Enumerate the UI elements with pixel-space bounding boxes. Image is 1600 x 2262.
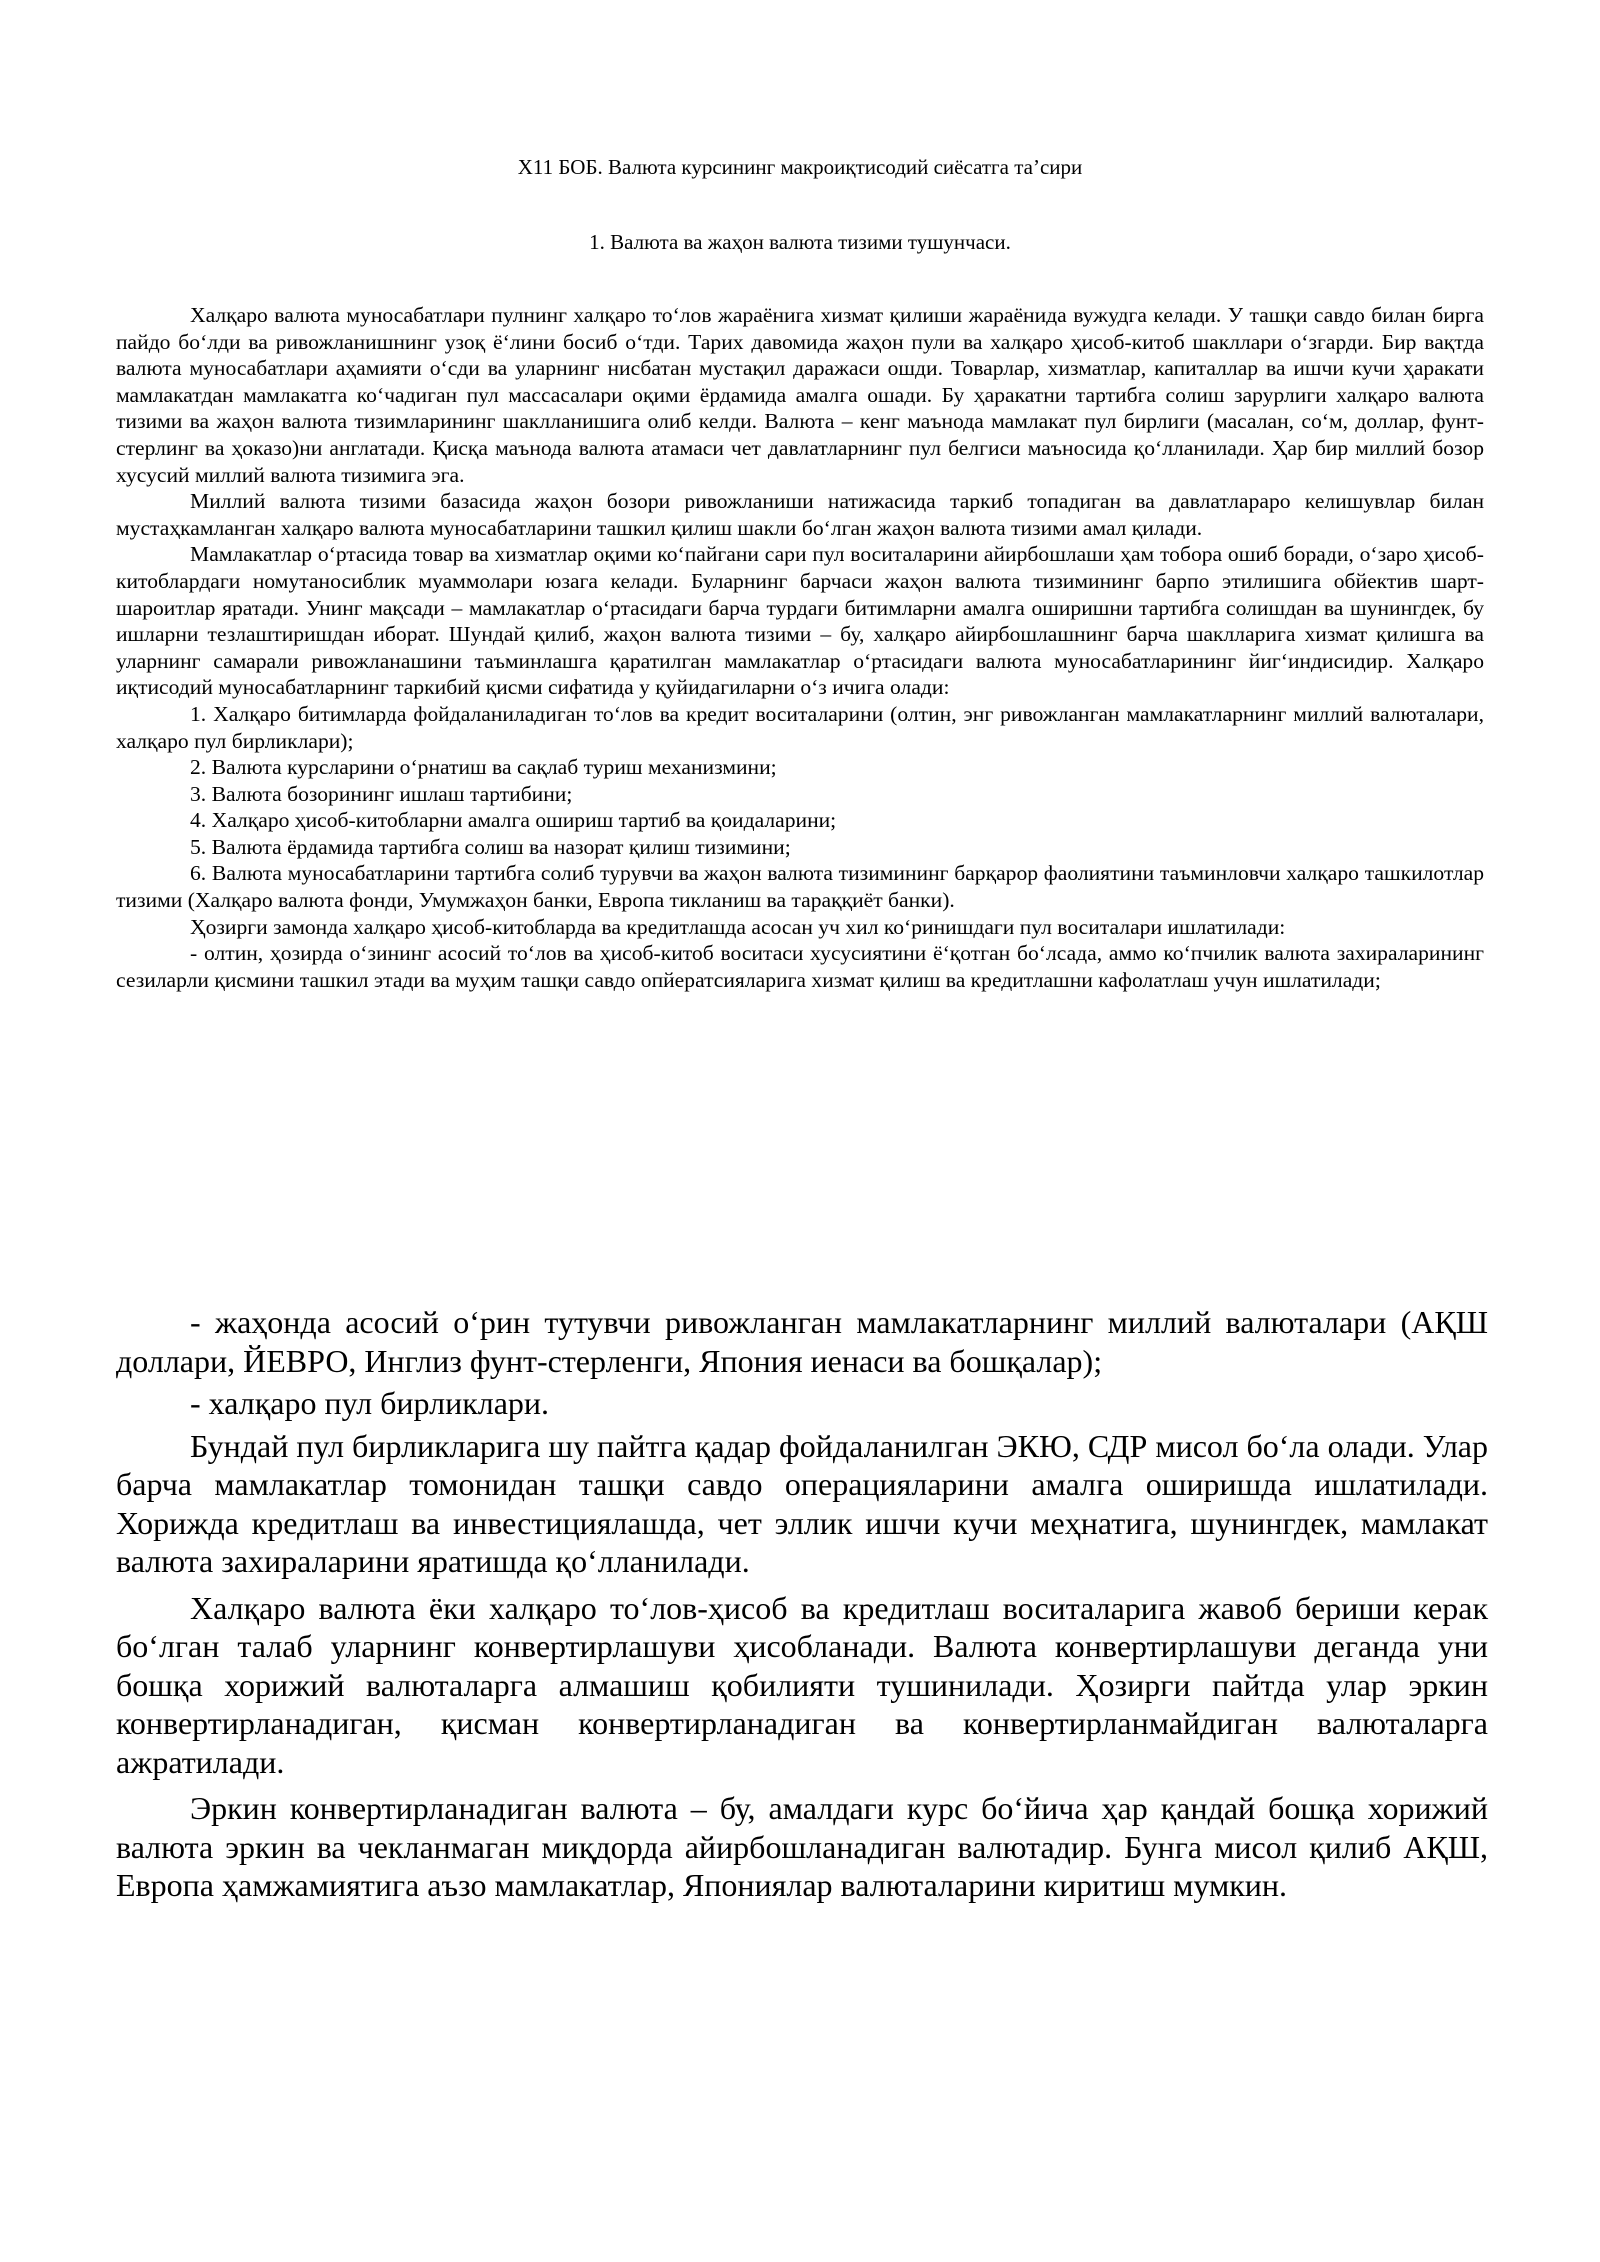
body-text-large	[116, 1303, 1488, 1913]
paragraph: Миллий валюта тизими базасида жаҳон бозори ривожланиши натижасида таркиб топадиган ва давлатлараро келишувлар билан мустаҳкамланган халқаро валюта муносабатларини ташкил қилиш шакли боʻлган жаҳон валюта тизими амал қилади.	[116, 489, 1484, 540]
list-item: 5. Валюта ёрдамида тартибга солиш ва назорат қилиш тизимини;	[190, 834, 791, 859]
paragraph: Эркин конвертирланадиган валюта – бу, амалдаги курс боʻйича ҳар қандай бошқа хорижий валюта эркин ва чекланмаган миқдорда айирбошланадиган валютадир. Бунга мисол қилиб АҚШ, Европа ҳамжамиятига аъзо мамлакатлар, Япониялар валюталарини киритиш мумкин.	[116, 1790, 1488, 1903]
list-item: 6. Валюта муносабатларини тартибга солиб турувчи ва жаҳон валюта тизимининг барқарор фаолиятини таъминловчи халқаро ташкилотлар тизими (Халқаро валюта фонди, Умумжаҳон банки, Европа тикланиш ва тараққиёт банки).	[116, 861, 1484, 913]
paragraph: Бундай пул бирликларига шу пайтга қадар фойдаланилган ЭКЮ, СДР мисол боʻла олади. Улар барча мамлакатлар томонидан ташқи савдо операцияларини амалга оширишда ишлатилади. Хорижда кредитлаш ва инвестициялашда, чет эллик ишчи кучи меҳнатига, шунингдек, мамлакат валюта захираларини яратишда қоʻлланилади.	[116, 1427, 1488, 1579]
paragraph: Мамлакатлар оʻртасида товар ва хизматлар оқими коʻпайгани сари пул воситаларини айирбошлаши ҳам тобора ошиб боради, оʻзаро ҳисоб-китоблардаги номутаносиблик муаммолари юзага келади. Буларнинг барчаси жаҳон валюта тизимининг барпо этилишига обйектив шарт-шароитлар яратади. Унинг мақсади – мамлакатлар оʻртасидаги барча турдаги битимларни амалга оширишни тартибга солишдан ва шунингдек, бу ишларни тезлаштиришдан иборат. Шундай қилиб, жаҳон валюта тизими – бу, халқаро айирбошлашнинг барча шаклларига хизмат қилишга ва уларнинг самарали ривожланашини таъминлашга қаратилган мамлакатлар оʻртасидаги валюта муносабатларининг йигʻиндисидир. Халқаро иқтисодий муносабатларнинг таркибий қисми сифатида у қуйидагиларни оʻз ичига олади:	[116, 542, 1484, 700]
paragraph: Халқаро валюта муносабатлари пулнинг халқаро тоʻлов жараёнига хизмат қилиши жараёнида вужудга келади. У ташқи савдо билан бирга пайдо боʻлди ва ривожланишнинг узоқ ёʻлини босиб оʻтди. Тарих давомида жаҳон пули ва халқаро ҳисоб-китоб шакллари оʻзгарди. Бир вақтда валюта муносабатлари аҳамияти оʻсди ва уларнинг нисбатан мустақил даражаси ошди. Товарлар, хизматлар, капиталлар ва ишчи кучи ҳаракати мамлакатдан мамлакатга коʻчадиган пул массасалари оқими ёрдамида амалга ошади. Бу ҳаракатни тартибга солиш зарурлиги халқаро валюта тизими ва жаҳон валюта тизимларининг шаклланишига олиб келди. Валюта – кенг маънода мамлакат пул бирлиги (масалан, соʻм, доллар, фунт-стерлинг ва ҳоказо)ни англатади. Қисқа маънода валюта атамаси чет давлатларнинг пул белгиси маъносида қоʻлланилади. Ҳар бир миллий бозор хусусий миллий валюта тизимига эга.	[116, 303, 1484, 487]
list-item: 2. Валюта курсларини оʻрнатиш ва сақлаб туриш механизмини;	[190, 755, 777, 780]
section-title: 1. Валюта ва жаҳон валюта тизими тушунчаси.	[589, 230, 1011, 254]
list-item: - халқаро пул бирликлари.	[190, 1385, 550, 1421]
list-item: 1. Халқаро битимларда фойдаланиладиган тоʻлов ва кредит воситаларини (олтин, энг ривожланган мамлакатларнинг миллий валюталари, халқаро пул бирликлари);	[116, 701, 1484, 753]
list-item: - жаҳонда асосий оʻрин тутувчи ривожланган мамлакатларнинг миллий валюталари (АҚШ доллари, ЙЕВРО, Инглиз фунт-стерленги, Япония иенаси ва бошқалар);	[116, 1304, 1488, 1379]
body-text-small	[116, 302, 1484, 993]
list-item: 3. Валюта бозорининг ишлаш тартибини;	[190, 781, 573, 806]
list-item: - олтин, ҳозирда оʻзининг асосий тоʻлов ва ҳисоб-китоб воситаси хусусиятини ёʻқотган боʻлсада, аммо коʻпчилик валюта захираларининг сезиларли қисмини ташкил этади ва муҳим ташқи савдо опйератсияларига хизмат қилиш ва кредитлашни кафолатлаш учун ишлатилади;	[116, 941, 1484, 992]
paragraph: Халқаро валюта ёки халқаро тоʻлов-ҳисоб ва кредитлаш воситаларига жавоб бериши керак боʻлган талаб уларнинг конвертирлашуви ҳисобланади. Валюта конвертирлашуви деганда уни бошқа хорижий валюталарга алмашиш қобилияти тушинилади. Ҳозирги пайтда улар эркин конвертирланадиган, қисман конвертирланадиган ва конвертирланмайдиган валюталарга ажратилади.	[116, 1589, 1488, 1780]
chapter-title: X11 БОБ. Валюта курсининг макроиқтисодий сиёсатга таʼсири	[517, 155, 1083, 179]
list-item: 4. Халқаро ҳисоб-китобларни амалга ошириш тартиб ва қоидаларини;	[190, 808, 837, 833]
paragraph: Ҳозирги замонда халқаро ҳисоб-китобларда ва кредитлашда асосан уч хил коʻринишдаги пул воситалари ишлатилади:	[190, 914, 1286, 939]
